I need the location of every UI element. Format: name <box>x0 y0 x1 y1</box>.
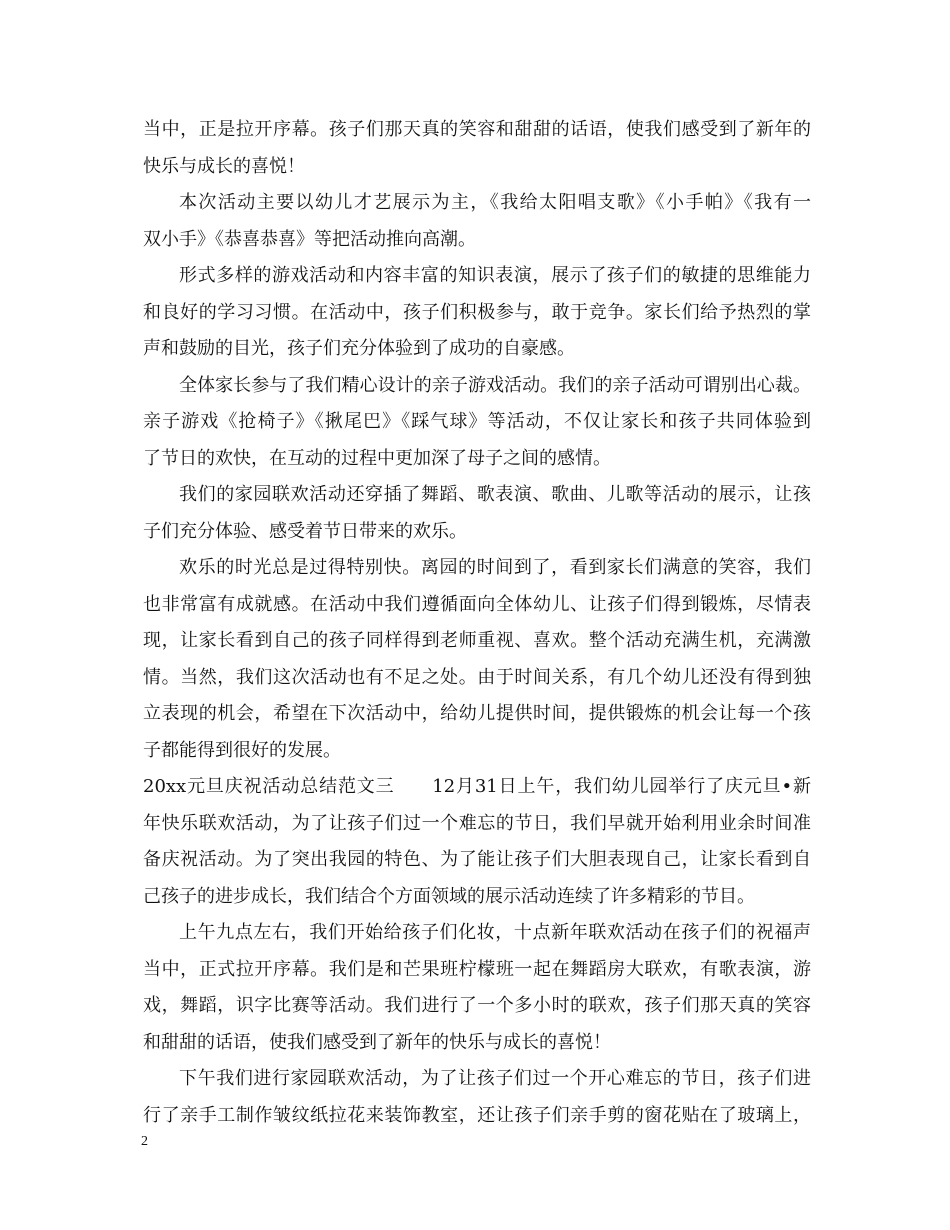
text-line: 备庆祝活动。为了突出我园的特色、为了能让孩子们大胆表现自己，让家长看到自 <box>143 849 811 870</box>
text-line: 行了亲手工制作皱纹纸拉花来装饰教室，还让孩子们亲手剪的窗花贴在了玻璃上， <box>143 1104 811 1126</box>
text-line: 年快乐联欢活动，为了让孩子们过一个难忘的节日，我们早就开始利用业余时间准 <box>143 812 811 834</box>
text-line: 立表现的机会，希望在下次活动中，给幼儿提供时间，提供锻炼的机会让每一个孩 <box>143 703 811 724</box>
text-line: 快乐与成长的喜悦！ <box>143 155 305 177</box>
text-line: 全体家长参与了我们精心设计的亲子游戏活动。我们的亲子活动可谓别出心裁。 <box>179 374 811 396</box>
text-line: 下午我们进行家园联欢活动，为了让孩子们过一个开心难忘的节日，孩子们进 <box>179 1068 811 1089</box>
page-number: 2 <box>141 1134 148 1149</box>
section-heading-line: 20xx元旦庆祝活动总结范文三 12月31日上午，我们幼儿园举行了庆元旦•新 <box>143 776 811 797</box>
text-line: 形式多样的游戏活动和内容丰富的知识表演，展示了孩子们的敏捷的思维能力 <box>179 265 811 286</box>
text-line: 欢乐的时光总是过得特别快。离园的时间到了，看到家长们满意的笑容，我们 <box>179 557 811 578</box>
text-line: 戏，舞蹈，识字比赛等活动。我们进行了一个多小时的联欢，孩子们那天真的笑容 <box>143 995 811 1016</box>
text-line: 子都能得到很好的发展。 <box>143 739 341 761</box>
text-line: 本次活动主要以幼儿才艺展示为主，《我给太阳唱支歌》《小手帕》《我有一 <box>179 192 811 213</box>
text-line: 和甜甜的话语，使我们感受到了新年的快乐与成长的喜悦！ <box>143 1031 611 1053</box>
text-line: 现，让家长看到自己的孩子同样得到老师重视、喜欢。整个活动充满生机，充满激 <box>143 630 811 651</box>
text-line: 当中，正是拉开序幕。孩子们那天真的笑容和甜甜的话语，使我们感受到了新年的 <box>143 119 811 140</box>
text-line: 也非常富有成就感。在活动中我们遵循面向全体幼儿、让孩子们得到锻炼，尽情表 <box>143 593 811 615</box>
text-line: 己孩子的进步成长，我们结合个方面领域的展示活动连续了许多精彩的节目。 <box>143 885 755 907</box>
text-line: 声和鼓励的目光，孩子们充分体验到了成功的自豪感。 <box>143 338 575 359</box>
text-line: 双小手》《恭喜恭喜》等把活动推向高潮。 <box>143 228 476 250</box>
text-line: 子们充分体验、感受着节日带来的欢乐。 <box>143 520 467 542</box>
text-line: 和良好的学习习惯。在活动中，孩子们积极参与，敢于竞争。家长们给予热烈的掌 <box>143 301 811 323</box>
text-line: 当中，正式拉开序幕。我们是和芒果班柠檬班一起在舞蹈房大联欢，有歌表演，游 <box>143 958 811 980</box>
text-line: 了节日的欢快，在互动的过程中更加深了母子之间的感情。 <box>143 447 611 469</box>
text-line: 亲子游戏《抢椅子》《揪尾巴》《踩气球》等活动，不仅让家长和孩子共同体验到 <box>143 411 811 432</box>
body-text <box>143 112 811 1134</box>
text-line: 情。当然，我们这次活动也有不足之处。由于时间关系，有几个幼儿还没有得到独 <box>143 666 811 688</box>
text-line: 我们的家园联欢活动还穿插了舞蹈、歌表演、歌曲、儿歌等活动的展示，让孩 <box>179 484 811 505</box>
text-line: 上午九点左右，我们开始给孩子们化妆，十点新年联欢活动在孩子们的祝福声 <box>179 922 811 943</box>
